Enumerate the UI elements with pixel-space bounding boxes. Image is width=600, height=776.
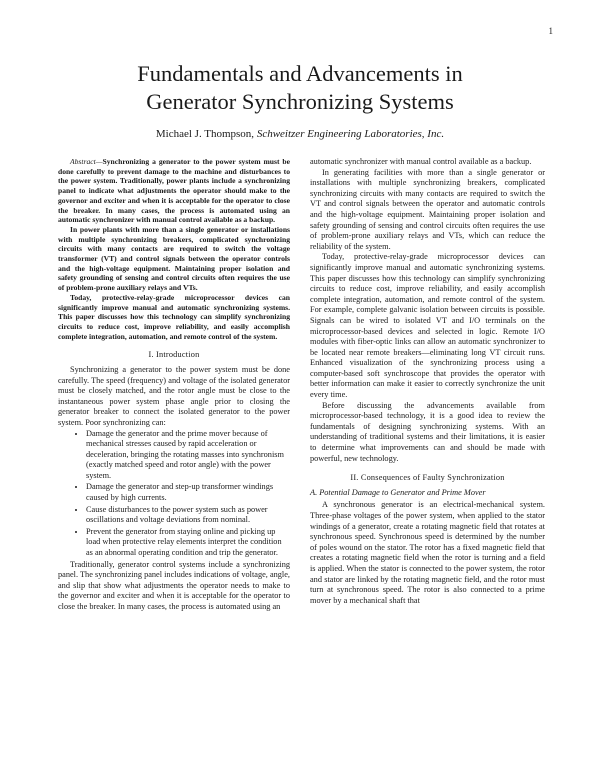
paper-title — [0, 60, 600, 116]
abstract-paragraph-2: In power plants with more than a single generator or installations with multiple synchronizing breakers, complicated synchronizing circuits with many contacts are required to switch the voltage transformer (VT) and control signals between the operator controls and the high-voltage equipment. Maintaining proper isolation and safety grounding of sensing and control circuits often requires the use of problem-prone auxiliary relays and VTs. — [58, 224, 290, 293]
list-item: • Damage the generator and the prime mover because of mechanical stresses caused by rapid acceleration or deceleration, bringing the rotating masses into synchronism (exactly matched speed and rotor angle) with the power system. — [86, 429, 290, 482]
right-paragraph-4: Before discussing the advancements available from microprocessor-based technology, it is a good idea to review the fundamentals of designing synchronizing systems. With an understanding of traditional systems and their limitations, it is easier to determine what improvements can and should be made with powerful, new technology. — [310, 400, 545, 463]
author-line — [0, 128, 600, 140]
subsection-heading: A. Potential Damage to Generator and Prime Mover — [310, 487, 486, 497]
page-number: 1 — [548, 26, 553, 36]
list-item: • Cause disturbances to the power system such as power oscillations and voltage deviations from nominal. — [86, 505, 290, 526]
abstract-paragraph-1 — [58, 157, 290, 225]
intro-bullet-list — [58, 429, 290, 559]
section-heading-consequences: II. Consequences of Faulty Synchronization — [350, 473, 505, 483]
left-column — [58, 157, 290, 613]
intro-paragraph-1: Synchronizing a generator to the power system must be done carefully. The speed (frequency) and voltage of the isolated generator must be closely matched, and the rotor angle must be close to the instantaneous power system phase angle prior to closing the generator breaker to connect the isolated generator to the power system. Poor synchronizing can: — [58, 364, 290, 427]
abstract-lead: Abstract— — [70, 157, 103, 166]
abstract — [58, 157, 290, 341]
author-affiliation: Schweitzer Engineering Laboratories, Inc. — [256, 128, 445, 140]
right-paragraph-3: Today, protective-relay-grade microprocessor devices can significantly improve manual and automatic synchronizing systems. This paper discusses how this technology can simplify synchronizing circuits to reduce cost, improve reliability, and easily accomplish complete integration, automation, and remote control of the system. For example, complete galvanic isolation between circuits is possible. Signals can be wired to isolated VT and I/O terminals on the microprocessor-based devices and selected in logic. Remote I/O modules with fiber-optic links can allow an automatic synchronizer to be located near remote breakers—eliminating long VT circuit runs. Enhanced visualization of the synchronizing process using a computer-based soft synchroscope that provides the operator with better information can make it easier to correctly synchronize the unit every time. — [310, 252, 545, 400]
abstract-p1-text: Synchronizing a generator to the power system must be done carefully to prevent damage to the machine and disturbances to the power system. Traditionally, power plants include a synchronizing panel to indicate what adjustments the operator should make to the governor and exciter and when it is acceptable for the operator to close the breaker. In many cases, the process is automated using an automatic synchronizer with manual control available as a backup. — [58, 157, 290, 225]
author-name: Michael J. Thompson, — [155, 128, 257, 140]
list-item: • Prevent the generator from staying online and picking up load when protective relay elements interpret the condition as an abnormal operating condition and trip the generator. — [86, 527, 290, 559]
title-line-2: Generator Synchronizing Systems — [146, 89, 454, 114]
section2-paragraph-1: A synchronous generator is an electrical-mechanical system. Three-phase voltages of the power system, when applied to the stator windings of a generator, create a rotating magnetic field that rotates at synchronous speed. Synchronous speed is determined by the number of poles wound on the stator. The rotor has a fixed magnetic field that creates a rotating magnetic field when the rotor is turning and a field is applied. When the stator is connected to the power system, the rotor and stator are linked by the rotating magnetic field, and the rotor must turn at synchronous speed. The rotor is also connected to a prime mover by a mechanical shaft that — [310, 500, 545, 605]
list-item: • Damage the generator and step-up transformer windings caused by high currents. — [86, 482, 290, 503]
right-paragraph-2: In generating facilities with more than a single generator or installations with multiple synchronizing breakers, complicated synchronizing circuits with many contacts are required to switch the VT and control signals between the operator and automatic controls and the high-voltage equipment. Maintaining proper isolation and safety grounding of sensing and control circuits often requires the use of problem-prone auxiliary relays and VTs, which can reduce the reliability of the system. — [310, 167, 545, 251]
intro-paragraph-2: Traditionally, generator control systems include a synchronizing panel. The synchronizing panel includes indications of voltage, angle, and slip that show what adjustments the operator needs to make to the governor and exciter and when it is acceptable for the operator to close the breaker. In many cases, the process is automated using an — [58, 559, 290, 612]
abstract-paragraph-3: Today, protective-relay-grade microprocessor devices can significantly improve manual and automatic synchronizing systems. This paper discusses how this technology can simplify synchronizing circuits to reduce cost, improve reliability, and easily accomplish complete integration, automation, and remote control of the system. — [58, 292, 290, 341]
section-heading-introduction: I. Introduction — [148, 350, 200, 360]
right-column — [310, 157, 545, 606]
title-line-1: Fundamentals and Advancements in — [137, 61, 463, 86]
right-paragraph-1: automatic synchronizer with manual control available as a backup. — [310, 157, 532, 166]
